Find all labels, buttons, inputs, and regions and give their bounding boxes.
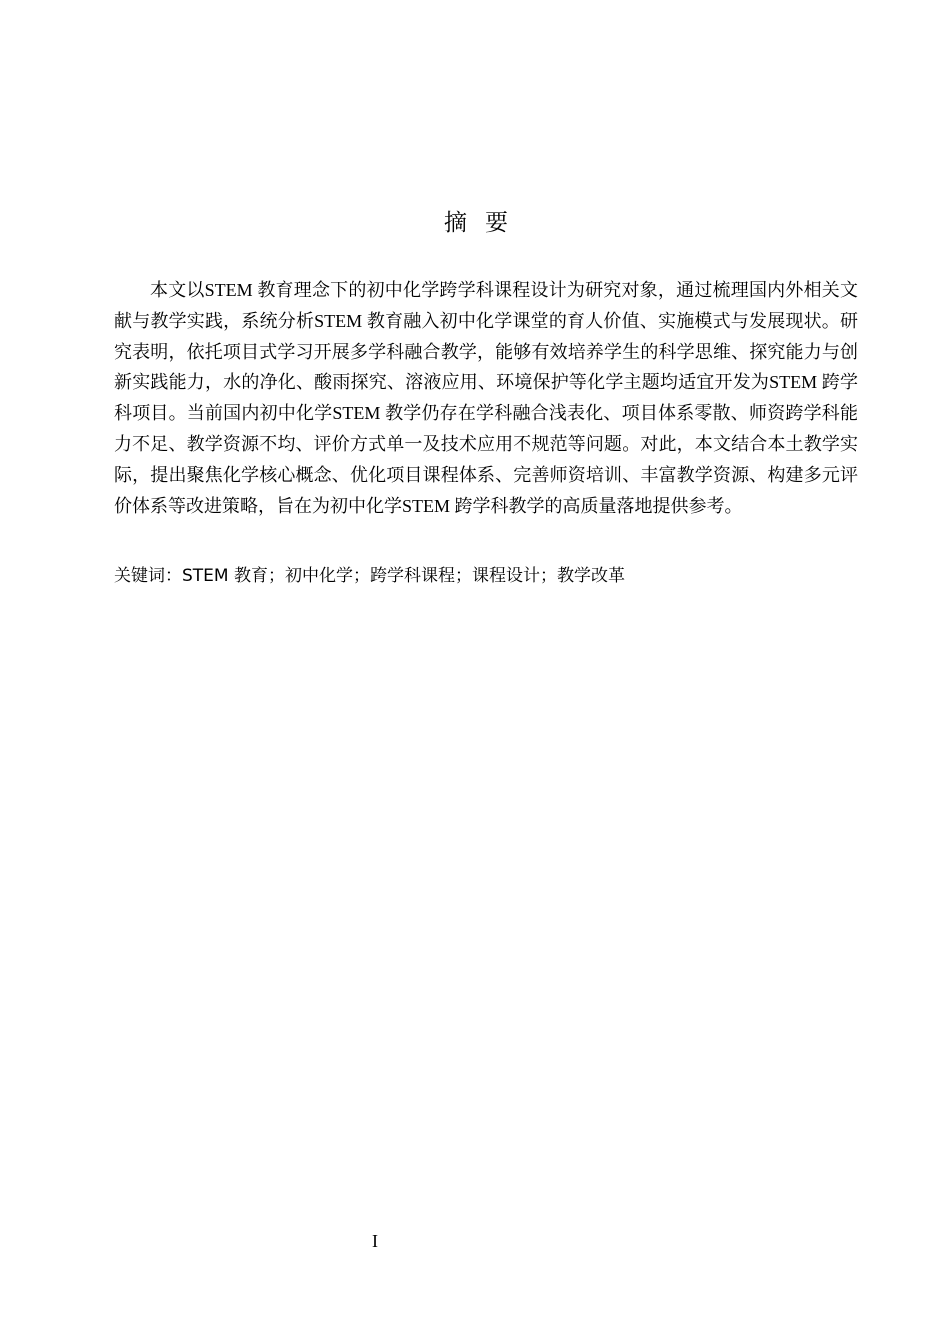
- keywords-text: STEM 教育；初中化学；跨学科课程；课程设计；教学改革: [182, 566, 625, 586]
- abstract-body: 本文以STEM 教育理念下的初中化学跨学科课程设计为研究对象，通过梳理国内外相关文献与教学实践，系统分析STEM 教育融入初中化学课堂的育人价值、实施模式与发展现状。研究表明，依托项目式学习开展多学科融合教学，能够有效培养学生的科学思维、探究能力与创新实践能力，水的净化、酸雨探究、溶液应用、环境保护等化学主题均适宜开发为STEM 跨学科项目。当前国内初中化学STEM 教学仍存在学科融合浅表化、项目体系零散、师资跨学科能力不足、教学资源不均、评价方式单一及技术应用不规范等问题。对此，本文结合本土教学实际，提出聚焦化学核心概念、优化项目课程体系、完善师资培训、丰富教学资源、构建多元评价体系等改进策略，旨在为初中化学STEM 跨学科教学的高质量落地提供参考。: [114, 280, 858, 516]
- page-number: I: [372, 1231, 378, 1251]
- keywords-line: [114, 561, 858, 591]
- keywords-label: 关键词：: [114, 566, 182, 586]
- abstract-title: 摘要: [444, 210, 526, 236]
